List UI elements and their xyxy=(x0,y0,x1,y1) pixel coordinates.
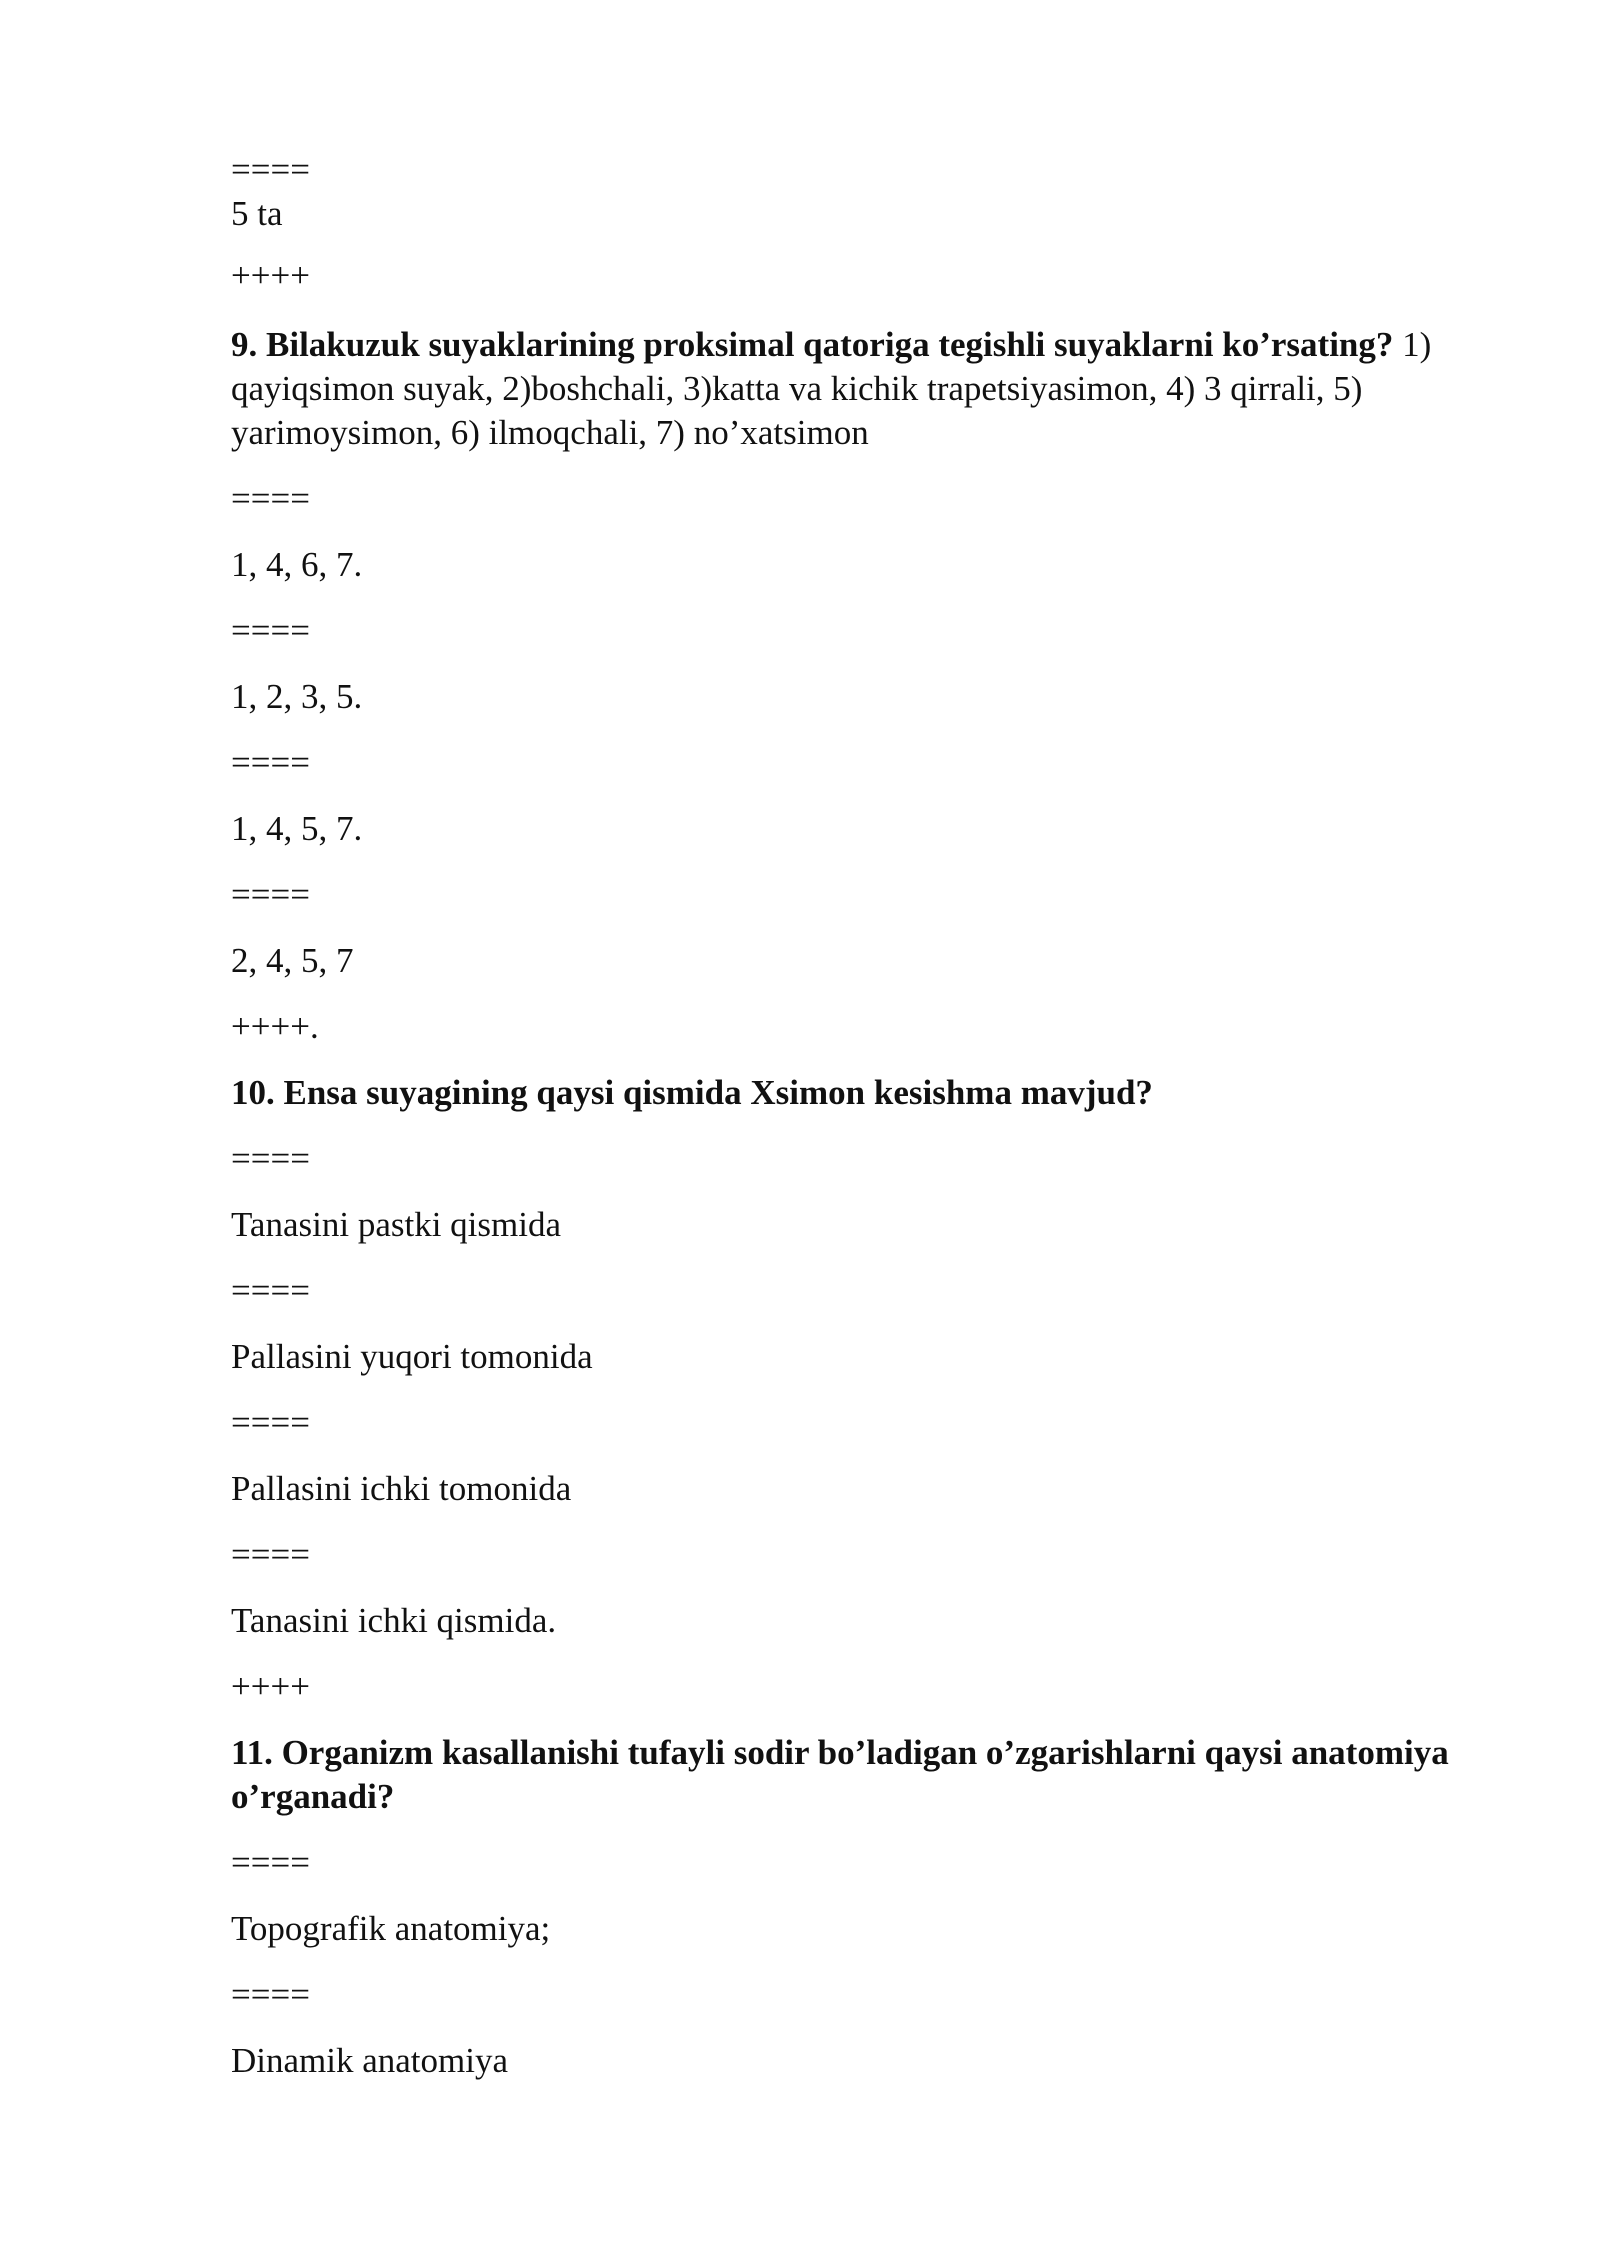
separator: ==== xyxy=(231,875,310,914)
question-9 xyxy=(231,323,1471,455)
separator: ==== xyxy=(231,743,310,782)
answer-option: Pallasini yuqori tomonida xyxy=(231,1337,593,1376)
separator: ==== xyxy=(231,1139,310,1178)
separator: ==== xyxy=(231,479,310,518)
answer-option: 1, 4, 6, 7. xyxy=(231,545,363,584)
separator: ==== xyxy=(231,150,310,189)
question-9-choices: 1) qayiqsimon suyak, 2)boshchali, 3)katta va kichik trapetsiyasimon, 4) 3 qirrali, 5) yarimoysimon, 6) ilmoqchali, 7) no’xatsimon xyxy=(231,325,1432,452)
answer-end-marker: ++++ xyxy=(231,256,310,295)
answer-option: Dinamik anatomiya xyxy=(231,2041,509,2080)
answer-option: Tanasini pastki qismida xyxy=(231,1205,562,1244)
separator: ==== xyxy=(231,1535,310,1574)
answer-option: Topografik anatomiya; xyxy=(231,1909,551,1948)
separator: ==== xyxy=(231,1843,310,1882)
answer-option: 2, 4, 5, 7 xyxy=(231,941,354,980)
answer-end-marker: ++++. xyxy=(231,1007,319,1046)
question-11: 11. Organizm kasallanishi tufayli sodir bo’ladigan o’zgarishlarni qaysi anatomiya o’rganadi? xyxy=(231,1733,1449,1816)
document-body xyxy=(231,148,1471,2083)
answer-end-marker: ++++ xyxy=(231,1667,310,1706)
answer-option: Pallasini ichki tomonida xyxy=(231,1469,572,1508)
answer-option: Tanasini ichki qismida. xyxy=(231,1601,557,1640)
answer-option: 5 ta xyxy=(231,194,283,233)
separator: ==== xyxy=(231,611,310,650)
answer-option: 1, 4, 5, 7. xyxy=(231,809,363,848)
question-9-title: 9. Bilakuzuk suyaklarining proksimal qatoriga tegishli suyaklarni ko’rsating? xyxy=(231,325,1394,364)
separator: ==== xyxy=(231,1403,310,1442)
separator: ==== xyxy=(231,1271,310,1310)
question-10: 10. Ensa suyagining qaysi qismida Xsimon kesishma mavjud? xyxy=(231,1073,1153,1112)
answer-option: 1, 2, 3, 5. xyxy=(231,677,363,716)
separator: ==== xyxy=(231,1975,310,2014)
